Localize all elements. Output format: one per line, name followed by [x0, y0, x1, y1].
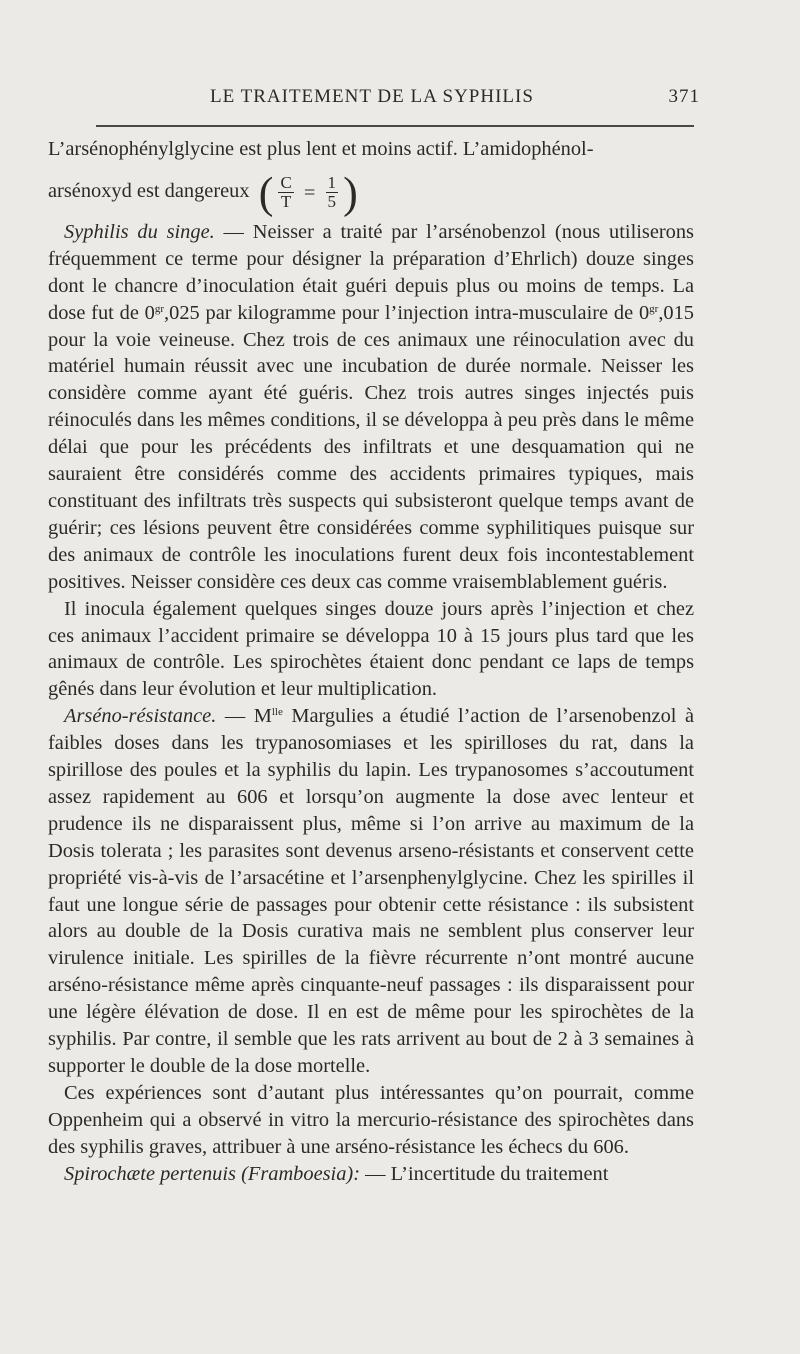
ratio-formula — [259, 164, 358, 221]
unit-gr-1: gr — [154, 302, 165, 315]
paragraph-syphilis-du-singe — [48, 219, 694, 596]
paragraph-1-text: L’arsénophénylglycine est plus lent et moins actif. L’amidophénol- — [48, 138, 594, 160]
unit-gr-2: gr — [649, 302, 659, 315]
fraction-numerator-c: C — [280, 173, 292, 193]
fraction-c-over-t — [278, 174, 293, 211]
paragraph-2-text-c: ,015 pour la voie veineuse. Chez trois de ces animaux une réinoculation avec du matériel humain réussit avec une incubation de durée normale. Neisser les considère comme ayant été guéris. Chez trois autres singes injectés puis réinoculés dans les mêmes conditions, il se développa à peu près dans le même délai que pour les précédents des infiltrats et une desquamation qui ne sauraient être considérés comme des accidents primaires typiques, mais constituant des infiltrats très suspects qui subsisteront quelque temps avant de guérir; ces lésions peuvent être considérées comme syphilitiques puisque sur des animaux de contrôle les inoculations furent deux fois incontestablement positives. Neisser considère ces deux cas comme vraisemblablement guéris. — [48, 301, 694, 593]
running-title: LE TRAITEMENT DE LA SYPHILIS — [210, 86, 534, 107]
title-abbrev-lle: lle — [271, 706, 283, 719]
fraction-denominator-5: 5 — [327, 192, 337, 212]
paragraph-4-dash: — M — [216, 705, 272, 728]
equals-sign: = — [303, 181, 316, 204]
header-rule — [96, 125, 694, 127]
right-paren: ) — [343, 167, 358, 217]
paragraph-4-text: Margulies a étudié l’action de l’arsenobenzol à faibles doses dans les trypanosomiases et les spirilloses du rat, dans la spirillose des poules et la syphilis du lapin. Les trypanosomes s’accoutument assez rapidement au 606 et lorsqu’on augmente la dose avec lenteur et prudence ils ne disparaissent plus, même si l’on arrive au maximum de la Dosis tolerata ; les parasites sont devenus arseno-résistants et conservent cette propriété vis-à-vis de l’arsacétine et l’arsenphenylglycine. Chez les spirilles il faut une longue série de passages pour obtenir cette résistance : ils subsistent alors au double de la Dosis curativa mais ne semblent plus conserver leur virulence initiale. Les spirilles de la fièvre récurrente n’ont montré aucune arséno-résistance même après cinquante-neuf passages : ils disparaissent pour une légère élévation de dose. Il en est de même pour les spirochètes de la syphilis. Par contre, il semble que les rats arrivent au bout de 2 à 3 semaines à supporter le double de la dose mortelle. — [48, 705, 695, 1077]
paragraph-1-line-1 — [48, 136, 694, 163]
paragraph-inoculation: Il inocula également quelques singes douze jours après l’injection et chez ces animaux l’accident primaire se développa 10 à 15 jours plus tard que les animaux de contrôle. Les spirochètes étaient donc pendant ce laps de temps gênés dans leur évolution et leur multiplication. — [48, 597, 694, 701]
left-paren: ( — [258, 167, 274, 217]
paragraph-6-text: — L’incertitude du traitement — [360, 1162, 609, 1185]
fraction-denominator-t: T — [280, 192, 292, 212]
section-heading-spirochaete-pertenuis: Spirochæte pertenuis (Framboesia): — [64, 1162, 360, 1185]
page-number: 371 — [668, 86, 700, 107]
paragraph-2-text-b: ,025 par kilogramme pour l’injection intra-musculaire de 0 — [164, 301, 650, 324]
running-header — [210, 86, 700, 112]
section-heading-syphilis-du-singe: Syphilis du singe. — [64, 220, 215, 243]
paragraph-spirochaete-pertenuis — [48, 1161, 694, 1188]
section-heading-arseno-resistance: Arséno-résistance. — [64, 705, 217, 728]
paragraph-2-text-a: — Neisser a traité par l’arsénobenzol (nous utiliserons fréquemment ce terme pour désigner la préparation d’Ehrlich) douze singes dont le chancre d’inoculation était guéri depuis plus ou moins de temps. La dose fut de 0 — [48, 220, 694, 324]
paragraph-experiences: Ces expériences sont d’autant plus intéressantes qu’on pourrait, comme Oppenheim qui a observé in vitro la mercurio-résistance des spirochètes dans des syphilis graves, attribuer à une arséno-résistance les échecs du 606. — [48, 1081, 694, 1158]
paragraph-1-line-2 — [48, 163, 694, 219]
fraction-one-over-five — [326, 174, 339, 211]
fraction-numerator-1: 1 — [327, 173, 337, 193]
body-text — [48, 136, 694, 1188]
paragraph-arseno-resistance — [48, 703, 694, 1080]
paragraph-1-prefix: arsénoxyd est dangereux — [48, 179, 250, 202]
